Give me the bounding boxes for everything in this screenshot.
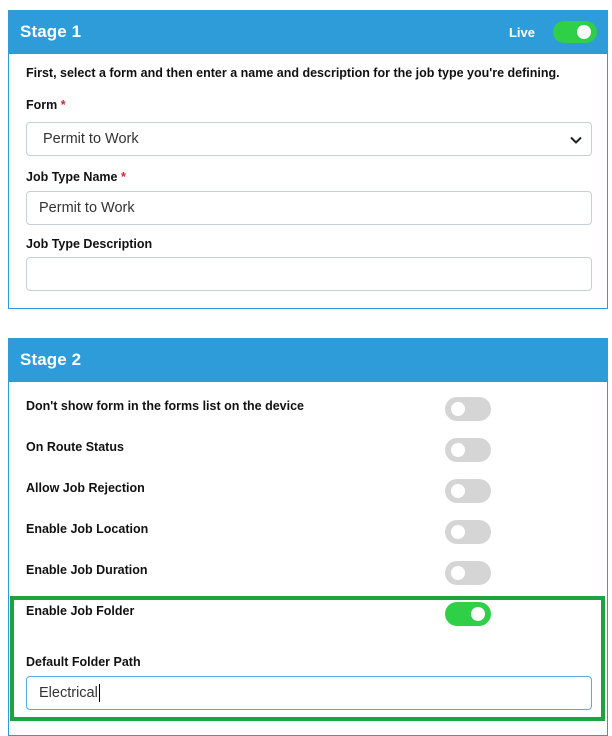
job-type-name-value: Permit to Work xyxy=(39,200,135,216)
default-folder-path-value: Electrical xyxy=(39,685,98,701)
stage-2-title: Stage 2 xyxy=(20,350,82,369)
job-type-name-label: Job Type Name * xyxy=(26,170,126,184)
job-type-description-input[interactable] xyxy=(26,257,592,291)
job-type-name-input[interactable] xyxy=(26,191,592,225)
form-label: Form * xyxy=(26,98,66,112)
setting-label-enable-job-folder: Enable Job Folder xyxy=(26,604,135,618)
stage-1-title: Stage 1 xyxy=(20,22,82,41)
toggle-hide-form[interactable] xyxy=(445,397,491,421)
toggle-enable-job-folder[interactable] xyxy=(445,602,491,626)
toggle-allow-job-rejection[interactable] xyxy=(445,479,491,503)
setting-label-on-route-status: On Route Status xyxy=(26,440,124,454)
toggle-enable-job-location[interactable] xyxy=(445,520,491,544)
setting-label-enable-job-duration: Enable Job Duration xyxy=(26,563,148,577)
chevron-down-icon xyxy=(569,133,583,147)
setting-label-enable-job-location: Enable Job Location xyxy=(26,522,149,536)
toggle-enable-job-duration[interactable] xyxy=(445,561,491,585)
stage-1-intro: First, select a form and then enter a name and description for the job type you're defining. xyxy=(26,66,560,80)
text-caret xyxy=(99,684,100,702)
form-select[interactable] xyxy=(26,122,592,156)
setting-label-hide-form: Don't show form in the forms list on the device xyxy=(26,399,304,413)
live-toggle[interactable] xyxy=(553,21,597,43)
stage-2-header xyxy=(9,338,607,382)
job-type-description-label: Job Type Description xyxy=(26,237,153,251)
toggle-on-route-status[interactable] xyxy=(445,438,491,462)
required-marker: * xyxy=(120,170,126,184)
setting-label-allow-job-rejection: Allow Job Rejection xyxy=(26,481,145,495)
required-marker: * xyxy=(60,98,66,112)
default-folder-path-input[interactable] xyxy=(26,676,592,710)
stage-1-header xyxy=(9,10,607,54)
live-label: Live xyxy=(508,24,535,40)
form-select-value: Permit to Work xyxy=(43,131,139,147)
default-folder-path-label: Default Folder Path xyxy=(26,655,141,669)
